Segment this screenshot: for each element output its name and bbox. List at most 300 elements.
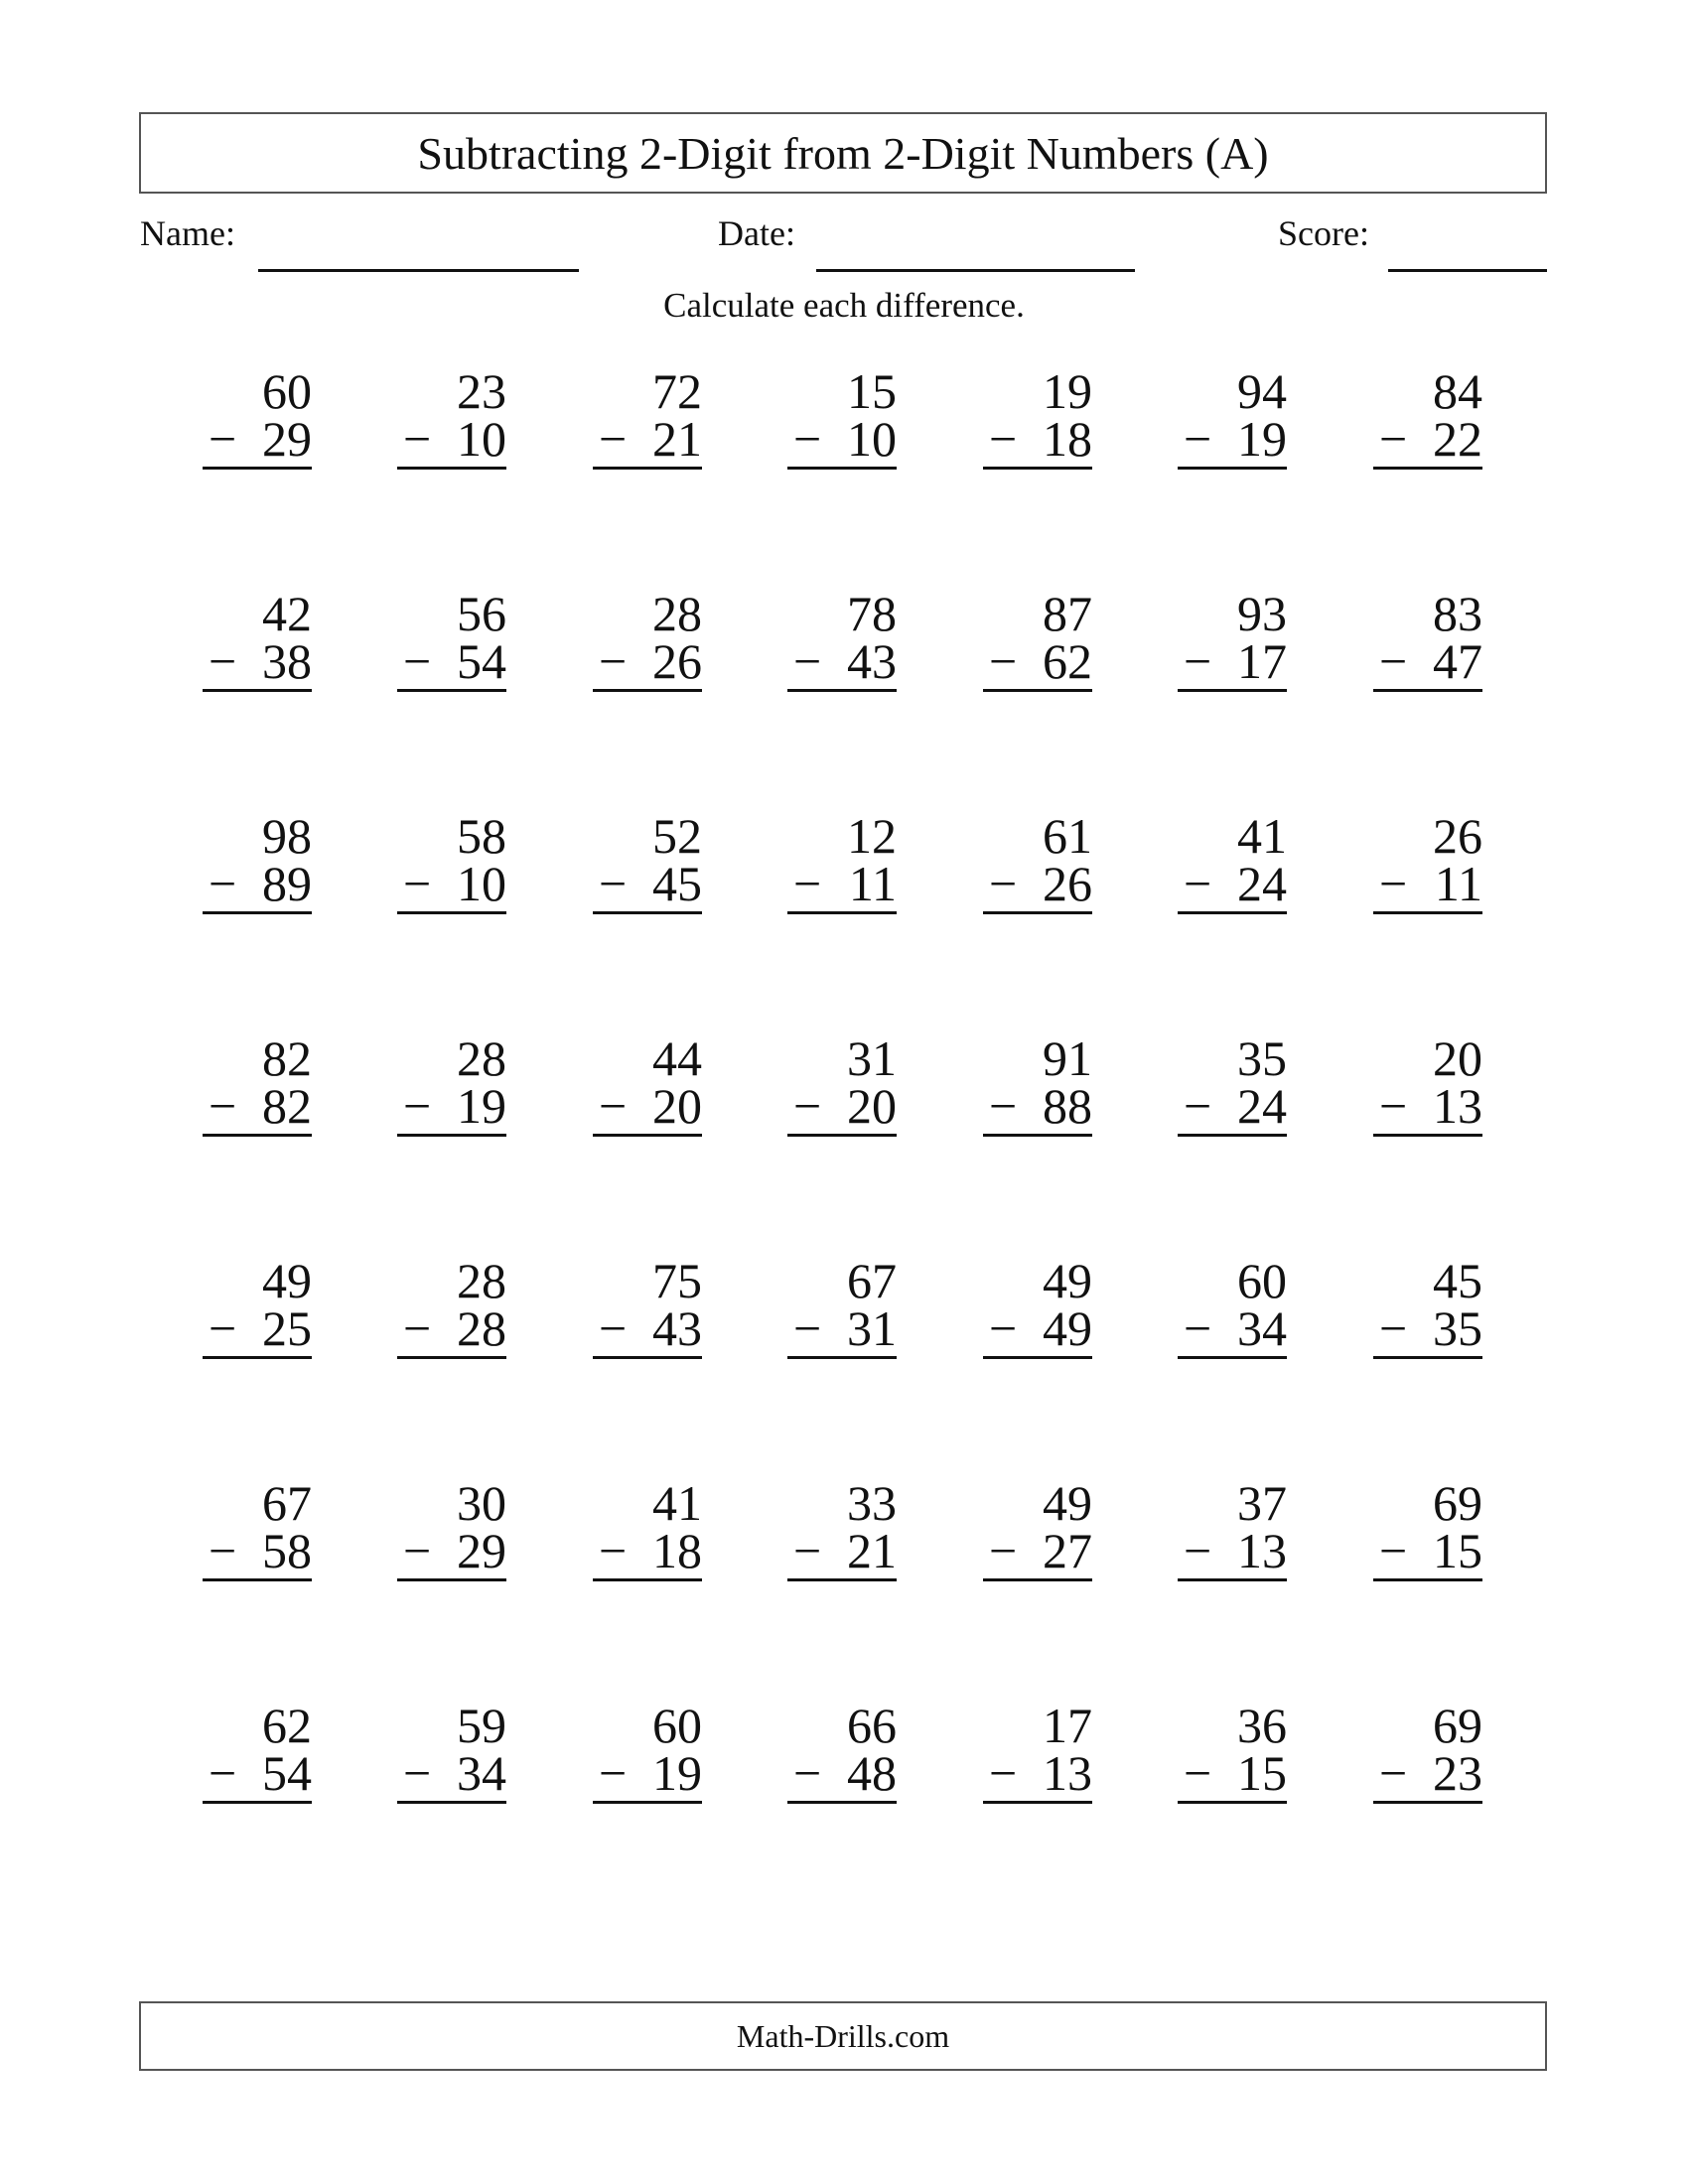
answer-line[interactable] bbox=[593, 467, 702, 470]
minus-sign-icon: − bbox=[989, 856, 1018, 911]
answer-line[interactable] bbox=[1178, 1801, 1287, 1804]
date-field[interactable] bbox=[816, 269, 1135, 272]
subtrahend: 34 bbox=[457, 1745, 506, 1801]
minuend: 83 bbox=[1433, 586, 1482, 641]
minus-sign-icon: − bbox=[1379, 411, 1408, 467]
subtrahend: 62 bbox=[1043, 633, 1092, 689]
minuend: 28 bbox=[457, 1030, 506, 1086]
subtraction-problem bbox=[1373, 363, 1482, 467]
minuend: 87 bbox=[1043, 586, 1092, 641]
subtraction-problem bbox=[397, 363, 506, 467]
subtrahend-line bbox=[983, 411, 1092, 467]
subtrahend-line bbox=[1178, 1523, 1287, 1578]
minus-sign-icon: − bbox=[209, 1300, 237, 1356]
answer-line[interactable] bbox=[1373, 1356, 1482, 1359]
answer-line[interactable] bbox=[203, 911, 312, 914]
subtraction-problem bbox=[397, 1253, 506, 1356]
subtrahend-line bbox=[593, 1078, 702, 1134]
subtrahend: 48 bbox=[847, 1745, 897, 1801]
minuend: 84 bbox=[1433, 363, 1482, 419]
subtraction-problem bbox=[983, 1253, 1092, 1356]
minuend: 45 bbox=[1433, 1253, 1482, 1308]
subtrahend: 43 bbox=[847, 633, 897, 689]
minus-sign-icon: − bbox=[793, 1300, 822, 1356]
minus-sign-icon: − bbox=[403, 856, 432, 911]
answer-line[interactable] bbox=[593, 1578, 702, 1581]
instruction-text: Calculate each difference. bbox=[663, 286, 1025, 325]
subtrahend: 26 bbox=[652, 633, 702, 689]
minuend: 33 bbox=[847, 1475, 897, 1531]
minuend: 42 bbox=[262, 586, 312, 641]
subtrahend: 38 bbox=[262, 633, 312, 689]
answer-line[interactable] bbox=[1178, 1134, 1287, 1137]
subtraction-problem bbox=[1373, 808, 1482, 911]
subtraction-problem bbox=[593, 1253, 702, 1356]
minus-sign-icon: − bbox=[403, 1745, 432, 1801]
subtrahend: 20 bbox=[652, 1078, 702, 1134]
subtrahend: 58 bbox=[262, 1523, 312, 1578]
minuend: 78 bbox=[847, 586, 897, 641]
score-field[interactable] bbox=[1388, 269, 1547, 272]
subtraction-problem bbox=[787, 808, 897, 911]
minuend: 19 bbox=[1043, 363, 1092, 419]
answer-line[interactable] bbox=[983, 1356, 1092, 1359]
minus-sign-icon: − bbox=[209, 1078, 237, 1134]
minuend: 93 bbox=[1237, 586, 1287, 641]
answer-line[interactable] bbox=[1178, 689, 1287, 692]
subtrahend: 29 bbox=[457, 1523, 506, 1578]
subtrahend-line bbox=[983, 1745, 1092, 1801]
subtrahend: 19 bbox=[652, 1745, 702, 1801]
subtraction-problem bbox=[1373, 586, 1482, 689]
subtrahend-line bbox=[397, 1300, 506, 1356]
answer-line[interactable] bbox=[1373, 689, 1482, 692]
subtrahend-line bbox=[593, 1523, 702, 1578]
answer-line[interactable] bbox=[1178, 1356, 1287, 1359]
subtrahend-line bbox=[1373, 1078, 1482, 1134]
minuend: 37 bbox=[1237, 1475, 1287, 1531]
minus-sign-icon: − bbox=[403, 633, 432, 689]
minuend: 12 bbox=[847, 808, 897, 864]
date-label: Date: bbox=[718, 213, 795, 253]
worksheet-title: Subtracting 2-Digit from 2-Digit Numbers (A) bbox=[417, 127, 1269, 179]
answer-line[interactable] bbox=[983, 1578, 1092, 1581]
minuend: 23 bbox=[457, 363, 506, 419]
subtrahend: 45 bbox=[652, 856, 702, 911]
answer-line[interactable] bbox=[397, 689, 506, 692]
minus-sign-icon: − bbox=[209, 1523, 237, 1578]
minus-sign-icon: − bbox=[209, 411, 237, 467]
subtrahend-line bbox=[397, 1523, 506, 1578]
subtrahend-line bbox=[1373, 411, 1482, 467]
answer-line[interactable] bbox=[983, 911, 1092, 914]
subtrahend-line bbox=[593, 1300, 702, 1356]
minuend: 41 bbox=[1237, 808, 1287, 864]
subtrahend: 10 bbox=[457, 856, 506, 911]
minuend: 28 bbox=[457, 1253, 506, 1308]
minus-sign-icon: − bbox=[793, 856, 822, 911]
subtraction-problem bbox=[983, 808, 1092, 911]
subtraction-problem bbox=[983, 586, 1092, 689]
subtrahend: 11 bbox=[1434, 856, 1482, 911]
minuend: 91 bbox=[1043, 1030, 1092, 1086]
subtraction-problem bbox=[397, 1030, 506, 1134]
minus-sign-icon: − bbox=[599, 856, 628, 911]
subtraction-problem bbox=[1373, 1698, 1482, 1801]
minuend: 75 bbox=[652, 1253, 702, 1308]
minus-sign-icon: − bbox=[403, 411, 432, 467]
minuend: 59 bbox=[457, 1698, 506, 1753]
minuend: 69 bbox=[1433, 1698, 1482, 1753]
subtrahend-line bbox=[787, 1523, 897, 1578]
subtrahend: 88 bbox=[1043, 1078, 1092, 1134]
subtrahend-line bbox=[983, 856, 1092, 911]
subtrahend: 15 bbox=[1237, 1745, 1287, 1801]
answer-line[interactable] bbox=[203, 689, 312, 692]
minus-sign-icon: − bbox=[209, 633, 237, 689]
minuend: 98 bbox=[262, 808, 312, 864]
minus-sign-icon: − bbox=[793, 1745, 822, 1801]
minuend: 28 bbox=[652, 586, 702, 641]
answer-line[interactable] bbox=[203, 1801, 312, 1804]
subtraction-problem bbox=[787, 586, 897, 689]
minus-sign-icon: − bbox=[989, 1523, 1018, 1578]
subtrahend-line bbox=[787, 856, 897, 911]
minus-sign-icon: − bbox=[599, 411, 628, 467]
minus-sign-icon: − bbox=[793, 633, 822, 689]
subtrahend-line bbox=[203, 633, 312, 689]
subtrahend-line bbox=[593, 856, 702, 911]
answer-line[interactable] bbox=[203, 1134, 312, 1137]
minuend: 49 bbox=[262, 1253, 312, 1308]
subtrahend: 25 bbox=[262, 1300, 312, 1356]
subtrahend-line bbox=[1373, 633, 1482, 689]
answer-line[interactable] bbox=[1178, 1578, 1287, 1581]
answer-line[interactable] bbox=[397, 1801, 506, 1804]
footer-box bbox=[139, 2001, 1547, 2071]
answer-line[interactable] bbox=[787, 911, 897, 914]
subtraction-problem bbox=[1373, 1030, 1482, 1134]
subtrahend: 19 bbox=[1237, 411, 1287, 467]
subtraction-problem bbox=[787, 1475, 897, 1578]
answer-line[interactable] bbox=[593, 1134, 702, 1137]
minuend: 44 bbox=[652, 1030, 702, 1086]
minus-sign-icon: − bbox=[599, 1078, 628, 1134]
subtrahend-line bbox=[1373, 856, 1482, 911]
subtraction-problem bbox=[787, 1253, 897, 1356]
subtrahend: 18 bbox=[1043, 411, 1092, 467]
subtraction-problem bbox=[983, 1475, 1092, 1578]
minuend: 62 bbox=[262, 1698, 312, 1753]
answer-line[interactable] bbox=[1373, 911, 1482, 914]
subtrahend-line bbox=[983, 1078, 1092, 1134]
minus-sign-icon: − bbox=[1184, 856, 1212, 911]
answer-line[interactable] bbox=[1178, 467, 1287, 470]
minus-sign-icon: − bbox=[989, 1078, 1018, 1134]
subtrahend: 29 bbox=[262, 411, 312, 467]
minuend: 72 bbox=[652, 363, 702, 419]
name-label: Name: bbox=[140, 213, 235, 253]
answer-line[interactable] bbox=[787, 1356, 897, 1359]
answer-line[interactable] bbox=[397, 467, 506, 470]
subtrahend-line bbox=[397, 411, 506, 467]
answer-line[interactable] bbox=[983, 689, 1092, 692]
subtraction-problem bbox=[593, 586, 702, 689]
subtraction-problem bbox=[397, 1698, 506, 1801]
subtraction-problem bbox=[593, 808, 702, 911]
subtraction-problem bbox=[397, 586, 506, 689]
subtraction-problem bbox=[787, 1698, 897, 1801]
answer-line[interactable] bbox=[983, 1801, 1092, 1804]
minus-sign-icon: − bbox=[599, 1523, 628, 1578]
subtraction-problem bbox=[593, 363, 702, 467]
answer-line[interactable] bbox=[787, 1578, 897, 1581]
subtraction-problem bbox=[1178, 1698, 1287, 1801]
minus-sign-icon: − bbox=[1379, 1078, 1408, 1134]
subtraction-problem bbox=[1373, 1253, 1482, 1356]
answer-line[interactable] bbox=[593, 911, 702, 914]
subtrahend: 27 bbox=[1043, 1523, 1092, 1578]
subtrahend: 22 bbox=[1433, 411, 1482, 467]
subtrahend: 20 bbox=[847, 1078, 897, 1134]
answer-line[interactable] bbox=[593, 689, 702, 692]
minuend: 17 bbox=[1043, 1698, 1092, 1753]
subtrahend-line bbox=[203, 1523, 312, 1578]
minuend: 26 bbox=[1433, 808, 1482, 864]
subtraction-problem bbox=[983, 363, 1092, 467]
answer-line[interactable] bbox=[1373, 1578, 1482, 1581]
subtrahend-line bbox=[203, 1300, 312, 1356]
subtrahend-line bbox=[1178, 856, 1287, 911]
subtraction-problem bbox=[203, 586, 312, 689]
subtrahend-line bbox=[787, 1300, 897, 1356]
subtrahend-line bbox=[593, 411, 702, 467]
subtraction-problem bbox=[593, 1030, 702, 1134]
minus-sign-icon: − bbox=[1184, 633, 1212, 689]
minus-sign-icon: − bbox=[1379, 633, 1408, 689]
minuend: 61 bbox=[1043, 808, 1092, 864]
subtrahend-line bbox=[203, 411, 312, 467]
answer-line[interactable] bbox=[787, 689, 897, 692]
minuend: 60 bbox=[652, 1698, 702, 1753]
minuend: 58 bbox=[457, 808, 506, 864]
minuend: 36 bbox=[1237, 1698, 1287, 1753]
minus-sign-icon: − bbox=[989, 633, 1018, 689]
subtrahend-line bbox=[397, 1078, 506, 1134]
answer-line[interactable] bbox=[397, 911, 506, 914]
subtraction-problem bbox=[1178, 363, 1287, 467]
subtraction-problem bbox=[203, 1253, 312, 1356]
subtraction-problem bbox=[1373, 1475, 1482, 1578]
subtraction-problem bbox=[203, 1475, 312, 1578]
minus-sign-icon: − bbox=[1184, 1300, 1212, 1356]
subtrahend-line bbox=[787, 633, 897, 689]
subtrahend: 49 bbox=[1043, 1300, 1092, 1356]
minus-sign-icon: − bbox=[599, 633, 628, 689]
subtraction-problem bbox=[397, 808, 506, 911]
subtrahend: 13 bbox=[1433, 1078, 1482, 1134]
subtraction-problem bbox=[787, 1030, 897, 1134]
subtrahend: 24 bbox=[1237, 856, 1287, 911]
subtrahend-line bbox=[787, 411, 897, 467]
answer-line[interactable] bbox=[397, 1578, 506, 1581]
subtrahend: 24 bbox=[1237, 1078, 1287, 1134]
subtrahend-line bbox=[203, 1078, 312, 1134]
minus-sign-icon: − bbox=[989, 1300, 1018, 1356]
minus-sign-icon: − bbox=[989, 411, 1018, 467]
minus-sign-icon: − bbox=[403, 1078, 432, 1134]
subtrahend-line bbox=[203, 1745, 312, 1801]
subtrahend: 13 bbox=[1043, 1745, 1092, 1801]
subtraction-problem bbox=[1178, 586, 1287, 689]
subtrahend-line bbox=[1373, 1745, 1482, 1801]
minuend: 82 bbox=[262, 1030, 312, 1086]
minuend: 49 bbox=[1043, 1475, 1092, 1531]
subtrahend: 28 bbox=[457, 1300, 506, 1356]
subtrahend-line bbox=[203, 856, 312, 911]
minus-sign-icon: − bbox=[1379, 856, 1408, 911]
subtrahend: 21 bbox=[847, 1523, 897, 1578]
subtraction-problem bbox=[593, 1475, 702, 1578]
minuend: 20 bbox=[1433, 1030, 1482, 1086]
subtrahend-line bbox=[1178, 1078, 1287, 1134]
subtrahend-line bbox=[1178, 1300, 1287, 1356]
subtrahend-line bbox=[1178, 1745, 1287, 1801]
minus-sign-icon: − bbox=[1184, 411, 1212, 467]
footer-text: Math-Drills.com bbox=[736, 2017, 950, 2054]
subtrahend: 11 bbox=[848, 856, 897, 911]
subtrahend-line bbox=[983, 1523, 1092, 1578]
minus-sign-icon: − bbox=[403, 1300, 432, 1356]
subtraction-problem bbox=[397, 1475, 506, 1578]
subtrahend-line bbox=[593, 633, 702, 689]
answer-line[interactable] bbox=[1373, 467, 1482, 470]
answer-line[interactable] bbox=[397, 1356, 506, 1359]
minus-sign-icon: − bbox=[793, 1078, 822, 1134]
subtraction-problem bbox=[203, 1030, 312, 1134]
subtrahend: 10 bbox=[457, 411, 506, 467]
subtraction-problem bbox=[787, 363, 897, 467]
minus-sign-icon: − bbox=[989, 1745, 1018, 1801]
minuend: 60 bbox=[262, 363, 312, 419]
minus-sign-icon: − bbox=[793, 1523, 822, 1578]
minus-sign-icon: − bbox=[1184, 1078, 1212, 1134]
minuend: 67 bbox=[847, 1253, 897, 1308]
subtrahend-line bbox=[397, 856, 506, 911]
minus-sign-icon: − bbox=[599, 1300, 628, 1356]
answer-line[interactable] bbox=[787, 1134, 897, 1137]
answer-line[interactable] bbox=[983, 1134, 1092, 1137]
subtrahend-line bbox=[397, 1745, 506, 1801]
answer-line[interactable] bbox=[203, 467, 312, 470]
minuend: 30 bbox=[457, 1475, 506, 1531]
minuend: 15 bbox=[847, 363, 897, 419]
subtrahend: 34 bbox=[1237, 1300, 1287, 1356]
subtrahend-line bbox=[1178, 633, 1287, 689]
subtrahend-line bbox=[1373, 1523, 1482, 1578]
subtraction-problem bbox=[203, 808, 312, 911]
minuend: 35 bbox=[1237, 1030, 1287, 1086]
answer-line[interactable] bbox=[397, 1134, 506, 1137]
subtrahend: 47 bbox=[1433, 633, 1482, 689]
subtrahend: 82 bbox=[262, 1078, 312, 1134]
subtrahend: 23 bbox=[1433, 1745, 1482, 1801]
minuend: 60 bbox=[1237, 1253, 1287, 1308]
answer-line[interactable] bbox=[1373, 1801, 1482, 1804]
subtraction-problem bbox=[1178, 1030, 1287, 1134]
subtrahend-line bbox=[983, 633, 1092, 689]
minuend: 52 bbox=[652, 808, 702, 864]
subtraction-problem bbox=[1178, 1253, 1287, 1356]
minus-sign-icon: − bbox=[1379, 1523, 1408, 1578]
subtrahend-line bbox=[787, 1745, 897, 1801]
subtrahend: 13 bbox=[1237, 1523, 1287, 1578]
answer-line[interactable] bbox=[203, 1578, 312, 1581]
minus-sign-icon: − bbox=[1379, 1300, 1408, 1356]
answer-line[interactable] bbox=[1178, 911, 1287, 914]
subtraction-problem bbox=[593, 1698, 702, 1801]
subtrahend-line bbox=[1178, 411, 1287, 467]
minus-sign-icon: − bbox=[209, 1745, 237, 1801]
subtrahend: 35 bbox=[1433, 1300, 1482, 1356]
answer-line[interactable] bbox=[593, 1801, 702, 1804]
answer-line[interactable] bbox=[983, 467, 1092, 470]
subtraction-problem bbox=[983, 1030, 1092, 1134]
subtrahend: 15 bbox=[1433, 1523, 1482, 1578]
subtrahend: 43 bbox=[652, 1300, 702, 1356]
minus-sign-icon: − bbox=[1379, 1745, 1408, 1801]
answer-line[interactable] bbox=[787, 1801, 897, 1804]
minus-sign-icon: − bbox=[1184, 1745, 1212, 1801]
subtraction-problem bbox=[983, 1698, 1092, 1801]
minuend: 49 bbox=[1043, 1253, 1092, 1308]
subtraction-problem bbox=[1178, 808, 1287, 911]
subtrahend: 26 bbox=[1043, 856, 1092, 911]
minuend: 94 bbox=[1237, 363, 1287, 419]
minus-sign-icon: − bbox=[403, 1523, 432, 1578]
minus-sign-icon: − bbox=[793, 411, 822, 467]
subtrahend: 19 bbox=[457, 1078, 506, 1134]
minuend: 67 bbox=[262, 1475, 312, 1531]
title-box bbox=[139, 112, 1547, 194]
subtrahend-line bbox=[787, 1078, 897, 1134]
answer-line[interactable] bbox=[787, 467, 897, 470]
minus-sign-icon: − bbox=[599, 1745, 628, 1801]
name-field[interactable] bbox=[258, 269, 579, 272]
minus-sign-icon: − bbox=[1184, 1523, 1212, 1578]
subtrahend: 89 bbox=[262, 856, 312, 911]
subtraction-problem bbox=[203, 1698, 312, 1801]
subtrahend-line bbox=[397, 633, 506, 689]
subtrahend: 54 bbox=[262, 1745, 312, 1801]
subtrahend: 54 bbox=[457, 633, 506, 689]
subtraction-problem bbox=[203, 363, 312, 467]
minuend: 56 bbox=[457, 586, 506, 641]
minuend: 66 bbox=[847, 1698, 897, 1753]
subtrahend: 17 bbox=[1237, 633, 1287, 689]
answer-line[interactable] bbox=[1373, 1134, 1482, 1137]
subtraction-problem bbox=[1178, 1475, 1287, 1578]
answer-line[interactable] bbox=[593, 1356, 702, 1359]
minuend: 69 bbox=[1433, 1475, 1482, 1531]
minus-sign-icon: − bbox=[209, 856, 237, 911]
subtrahend: 21 bbox=[652, 411, 702, 467]
subtrahend-line bbox=[1373, 1300, 1482, 1356]
answer-line[interactable] bbox=[203, 1356, 312, 1359]
subtrahend-line bbox=[593, 1745, 702, 1801]
subtrahend-line bbox=[983, 1300, 1092, 1356]
minuend: 31 bbox=[847, 1030, 897, 1086]
